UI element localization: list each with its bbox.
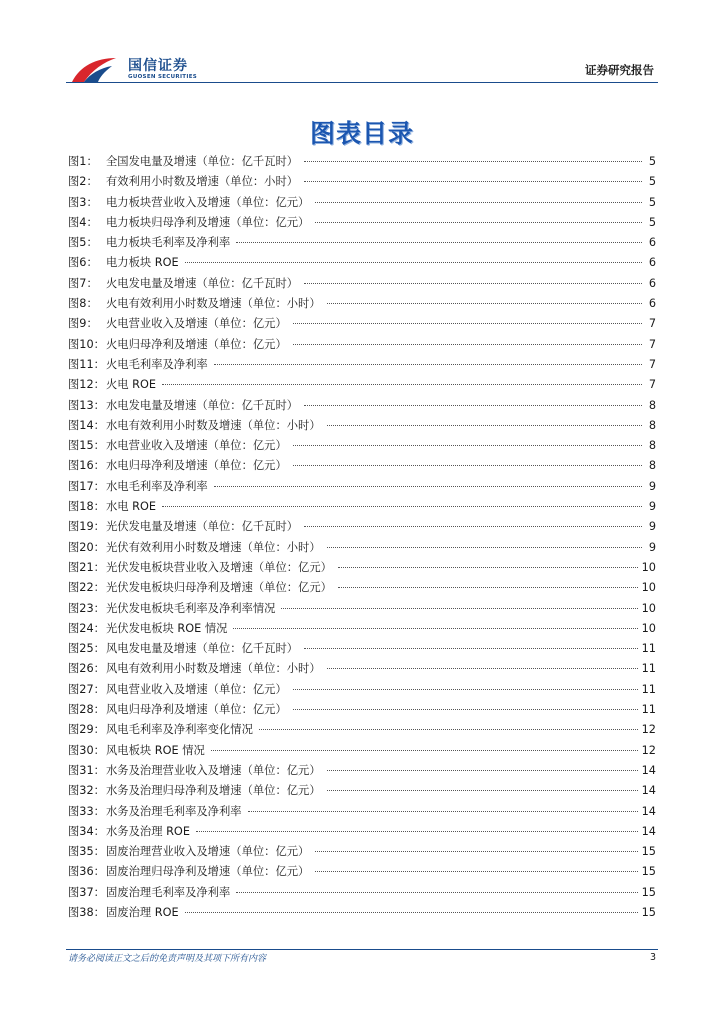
toc-entry-title: 水务及治理营业收入及增速（单位：亿元） (106, 763, 321, 777)
toc-leader-dots (259, 729, 638, 730)
toc-entry-page: 11 (641, 682, 656, 696)
toc-entry-page: 15 (641, 905, 656, 919)
toc-entry[interactable] (68, 721, 656, 741)
toc-leader-dots (327, 668, 638, 669)
toc-entry-title: 固废治理 ROE (106, 905, 179, 919)
toc-leader-dots (214, 486, 642, 487)
toc-entry-number: 图4： (68, 215, 98, 229)
toc-entry-number: 图10： (68, 337, 105, 351)
toc-entry-title: 水务及治理归母净利及增速（单位：亿元） (106, 784, 321, 798)
toc-entry-number: 图33： (68, 804, 105, 818)
toc-leader-dots (293, 445, 642, 446)
toc-entry-page: 5 (648, 155, 656, 168)
toc-entry-page: 14 (641, 824, 656, 838)
toc-entry-title: 光伏发电板块毛利率及净利率情况 (106, 601, 276, 615)
toc-entry[interactable] (68, 153, 656, 173)
toc-entry[interactable] (68, 782, 656, 802)
toc-leader-dots (233, 628, 637, 629)
toc-entry-page: 11 (641, 642, 656, 656)
toc-entry[interactable] (68, 234, 656, 254)
toc-leader-dots (185, 262, 642, 263)
toc-entry-page: 10 (641, 560, 656, 574)
toc-leader-dots (293, 344, 642, 345)
toc-entry[interactable] (68, 336, 656, 356)
toc-entry-title: 光伏有效利用小时数及增速（单位：小时） (106, 540, 321, 554)
toc-leader-dots (236, 892, 637, 893)
toc-entry[interactable] (68, 640, 656, 660)
toc-entry[interactable] (68, 742, 656, 762)
toc-leader-dots (315, 202, 642, 203)
logo-company-name: 国信证券 (128, 58, 188, 74)
logo-mark-icon (70, 52, 126, 86)
toc-entry-page: 12 (641, 743, 656, 757)
toc-entry-title: 固废治理营业收入及增速（单位：亿元） (106, 845, 310, 859)
toc-entry-title: 火电有效利用小时数及增速（单位：小时） (106, 297, 321, 311)
toc-title: 图表目录 (309, 119, 414, 148)
toc-entry-page: 8 (648, 439, 656, 453)
toc-entry-page: 15 (641, 885, 656, 899)
toc-entry-title: 有效利用小时数及增速（单位：小时） (106, 175, 299, 189)
toc-entry[interactable] (68, 843, 656, 863)
toc-entry-title: 水务及治理 ROE (106, 824, 190, 838)
toc-entry-title: 火电归母净利及增速（单位：亿元） (106, 337, 287, 351)
toc-leader-dots (293, 465, 642, 466)
toc-entry[interactable] (68, 194, 656, 214)
logo-company-name-en: GUOSEN SECURITIES (128, 74, 198, 80)
toc-entry-number: 图9： (68, 317, 98, 331)
toc-entry[interactable] (68, 803, 656, 823)
toc-leader-dots (248, 811, 638, 812)
toc-entry-title: 光伏发电板块 ROE 情况 (106, 621, 228, 635)
toc-entry-page: 7 (648, 317, 656, 331)
toc-entry[interactable] (68, 620, 656, 640)
guosen-logo (70, 52, 210, 86)
disclaimer-text: 请务必阅读正文之后的免责声明及其项下所有内容 (68, 954, 267, 964)
toc-entry-title: 风电板块 ROE 情况 (106, 743, 205, 757)
toc-entry[interactable] (68, 518, 656, 538)
toc-entry[interactable] (68, 762, 656, 782)
footer-divider (66, 949, 658, 950)
toc-entry-page: 12 (641, 723, 656, 737)
toc-leader-dots (196, 831, 638, 832)
toc-entry-number: 图14： (68, 418, 105, 432)
toc-entry-number: 图23： (68, 601, 105, 615)
toc-entry-number: 图21： (68, 560, 105, 574)
toc-entry-title: 风电归母净利及增速（单位：亿元） (106, 703, 287, 717)
toc-entry-title: 火电营业收入及增速（单位：亿元） (106, 317, 287, 331)
toc-leader-dots (211, 750, 638, 751)
toc-entry-title: 水务及治理毛利率及净利率 (106, 804, 242, 818)
toc-leader-dots (293, 709, 638, 710)
toc-leader-dots (162, 506, 642, 507)
toc-entry-title: 火电发电量及增速（单位：亿千瓦时） (106, 276, 299, 290)
toc-entry-page: 14 (641, 804, 656, 818)
toc-leader-dots (185, 912, 638, 913)
toc-entry-title: 电力板块毛利率及净利率 (106, 236, 231, 250)
toc-entry-title: 水电毛利率及净利率 (106, 479, 208, 493)
toc-entry-title: 风电营业收入及增速（单位：亿元） (106, 682, 287, 696)
toc-entry-number: 图31： (68, 763, 105, 777)
toc-entry[interactable] (68, 214, 656, 234)
toc-entry[interactable] (68, 417, 656, 437)
toc-entry-page: 9 (648, 479, 656, 493)
toc-entry[interactable] (68, 579, 656, 599)
toc-entry[interactable] (68, 173, 656, 193)
toc-leader-dots (315, 851, 637, 852)
toc-entry-page: 7 (648, 378, 656, 392)
toc-leader-dots (327, 425, 642, 426)
toc-leader-dots (304, 283, 642, 284)
toc-entry-page: 8 (648, 418, 656, 432)
toc-entry-title: 固废治理归母净利及增速（单位：亿元） (106, 865, 310, 879)
toc-entry-number: 图1： (68, 155, 98, 168)
toc-entry[interactable] (68, 823, 656, 843)
toc-entry-page: 11 (641, 662, 656, 676)
toc-entry-number: 图15： (68, 439, 105, 453)
toc-entry-number: 图19： (68, 520, 105, 534)
toc-leader-dots (327, 303, 642, 304)
toc-entry[interactable] (68, 437, 656, 457)
toc-entry[interactable] (68, 295, 656, 315)
toc-entry-title: 风电毛利率及净利率变化情况 (106, 723, 253, 737)
figure-list (68, 153, 656, 924)
toc-entry[interactable] (68, 356, 656, 376)
toc-entry-number: 图16： (68, 459, 105, 473)
toc-entry-number: 图35： (68, 845, 105, 859)
toc-entry-title: 火电 ROE (106, 378, 157, 392)
toc-entry-page: 10 (641, 581, 656, 595)
toc-entry-page: 6 (648, 236, 656, 250)
toc-entry-page: 8 (648, 459, 656, 473)
toc-leader-dots (162, 384, 642, 385)
toc-entry-number: 图24： (68, 621, 105, 635)
toc-entry-title: 固废治理毛利率及净利率 (106, 885, 231, 899)
toc-entry-number: 图22： (68, 581, 105, 595)
toc-entry-number: 图12： (68, 378, 105, 392)
toc-entry[interactable] (68, 315, 656, 335)
toc-entry-title: 全国发电量及增速（单位：亿千瓦时） (106, 155, 299, 168)
toc-entry-number: 图3： (68, 195, 98, 209)
toc-leader-dots (304, 648, 638, 649)
toc-entry[interactable] (68, 863, 656, 883)
toc-leader-dots (304, 161, 642, 162)
toc-entry-page: 6 (648, 256, 656, 270)
toc-entry-number: 图38： (68, 905, 105, 919)
toc-entry-title: 水电发电量及增速（单位：亿千瓦时） (106, 398, 299, 412)
toc-entry-number: 图6： (68, 256, 98, 270)
toc-leader-dots (315, 871, 637, 872)
toc-entry-page: 15 (641, 845, 656, 859)
toc-entry[interactable] (68, 457, 656, 477)
toc-entry-number: 图5： (68, 236, 98, 250)
toc-leader-dots (304, 181, 642, 182)
toc-entry-number: 图28： (68, 703, 105, 717)
toc-entry-title: 光伏发电板块营业收入及增速（单位：亿元） (106, 560, 332, 574)
toc-entry-number: 图20： (68, 540, 105, 554)
toc-leader-dots (327, 770, 638, 771)
toc-entry-title: 光伏发电板块归母净利及增速（单位：亿元） (106, 581, 332, 595)
toc-entry-page: 14 (641, 784, 656, 798)
toc-entry[interactable] (68, 275, 656, 295)
toc-entry[interactable] (68, 701, 656, 721)
toc-entry-number: 图8： (68, 297, 98, 311)
toc-leader-dots (214, 364, 642, 365)
toc-entry[interactable] (68, 397, 656, 417)
toc-entry[interactable] (68, 376, 656, 396)
toc-entry-title: 光伏发电量及增速（单位：亿千瓦时） (106, 520, 299, 534)
toc-entry-number: 图30： (68, 743, 105, 757)
toc-leader-dots (293, 323, 642, 324)
toc-entry-page: 15 (641, 865, 656, 879)
toc-leader-dots (304, 526, 642, 527)
toc-entry-number: 图2： (68, 175, 98, 189)
toc-entry-page: 9 (648, 500, 656, 514)
toc-entry[interactable] (68, 600, 656, 620)
toc-entry-number: 图34： (68, 824, 105, 838)
toc-entry[interactable] (68, 681, 656, 701)
toc-entry-page: 6 (648, 297, 656, 311)
toc-entry-number: 图37： (68, 885, 105, 899)
toc-entry-number: 图27： (68, 682, 105, 696)
toc-entry[interactable] (68, 254, 656, 274)
toc-entry-title: 水电营业收入及增速（单位：亿元） (106, 439, 287, 453)
toc-leader-dots (338, 587, 638, 588)
toc-leader-dots (327, 547, 642, 548)
toc-entry-title: 水电有效利用小时数及增速（单位：小时） (106, 418, 321, 432)
toc-entry-number: 图29： (68, 723, 105, 737)
toc-entry-page: 7 (648, 337, 656, 351)
toc-entry-title: 电力板块 ROE (106, 256, 179, 270)
report-type-label: 证券研究报告 (585, 63, 654, 77)
toc-entry[interactable] (68, 884, 656, 904)
toc-entry-title: 风电有效利用小时数及增速（单位：小时） (106, 662, 321, 676)
toc-leader-dots (293, 689, 638, 690)
toc-entry[interactable] (68, 559, 656, 579)
toc-leader-dots (338, 567, 638, 568)
toc-entry-page: 8 (648, 398, 656, 412)
toc-entry-page: 9 (648, 540, 656, 554)
toc-entry-number: 图17： (68, 479, 105, 493)
toc-entry-title: 电力板块归母净利及增速（单位：亿元） (106, 215, 310, 229)
toc-entry-number: 图32： (68, 784, 105, 798)
toc-leader-dots (236, 242, 642, 243)
toc-entry-number: 图26： (68, 662, 105, 676)
toc-entry-number: 图7： (68, 276, 98, 290)
toc-entry-page: 11 (641, 703, 656, 717)
toc-entry-title: 电力板块营业收入及增速（单位：亿元） (106, 195, 310, 209)
toc-leader-dots (281, 608, 637, 609)
toc-entry[interactable] (68, 539, 656, 559)
toc-entry-title: 水电 ROE (106, 500, 157, 514)
page-number: 3 (649, 952, 656, 963)
toc-entry-page: 5 (648, 195, 656, 209)
toc-entry-page: 14 (641, 763, 656, 777)
toc-leader-dots (304, 405, 642, 406)
header-divider (66, 82, 658, 83)
toc-entry-page: 5 (648, 175, 656, 189)
toc-entry-page: 10 (641, 621, 656, 635)
toc-leader-dots (315, 222, 642, 223)
toc-entry[interactable] (68, 478, 656, 498)
toc-entry-number: 图25： (68, 642, 105, 656)
toc-entry-number: 图18： (68, 500, 105, 514)
toc-entry-title: 风电发电量及增速（单位：亿千瓦时） (106, 642, 299, 656)
toc-leader-dots (327, 790, 638, 791)
toc-entry-title: 火电毛利率及净利率 (106, 357, 208, 371)
toc-entry-number: 图36： (68, 865, 105, 879)
toc-entry-title: 水电归母净利及增速（单位：亿元） (106, 459, 287, 473)
toc-entry[interactable] (68, 660, 656, 680)
toc-entry-page: 10 (641, 601, 656, 615)
toc-entry-page: 9 (648, 520, 656, 534)
toc-entry[interactable] (68, 904, 656, 924)
toc-entry-number: 图13： (68, 398, 105, 412)
toc-entry-number: 图11： (68, 357, 105, 371)
toc-entry-page: 5 (648, 215, 656, 229)
toc-entry-page: 7 (648, 357, 656, 371)
toc-entry-page: 6 (648, 276, 656, 290)
toc-entry[interactable] (68, 498, 656, 518)
